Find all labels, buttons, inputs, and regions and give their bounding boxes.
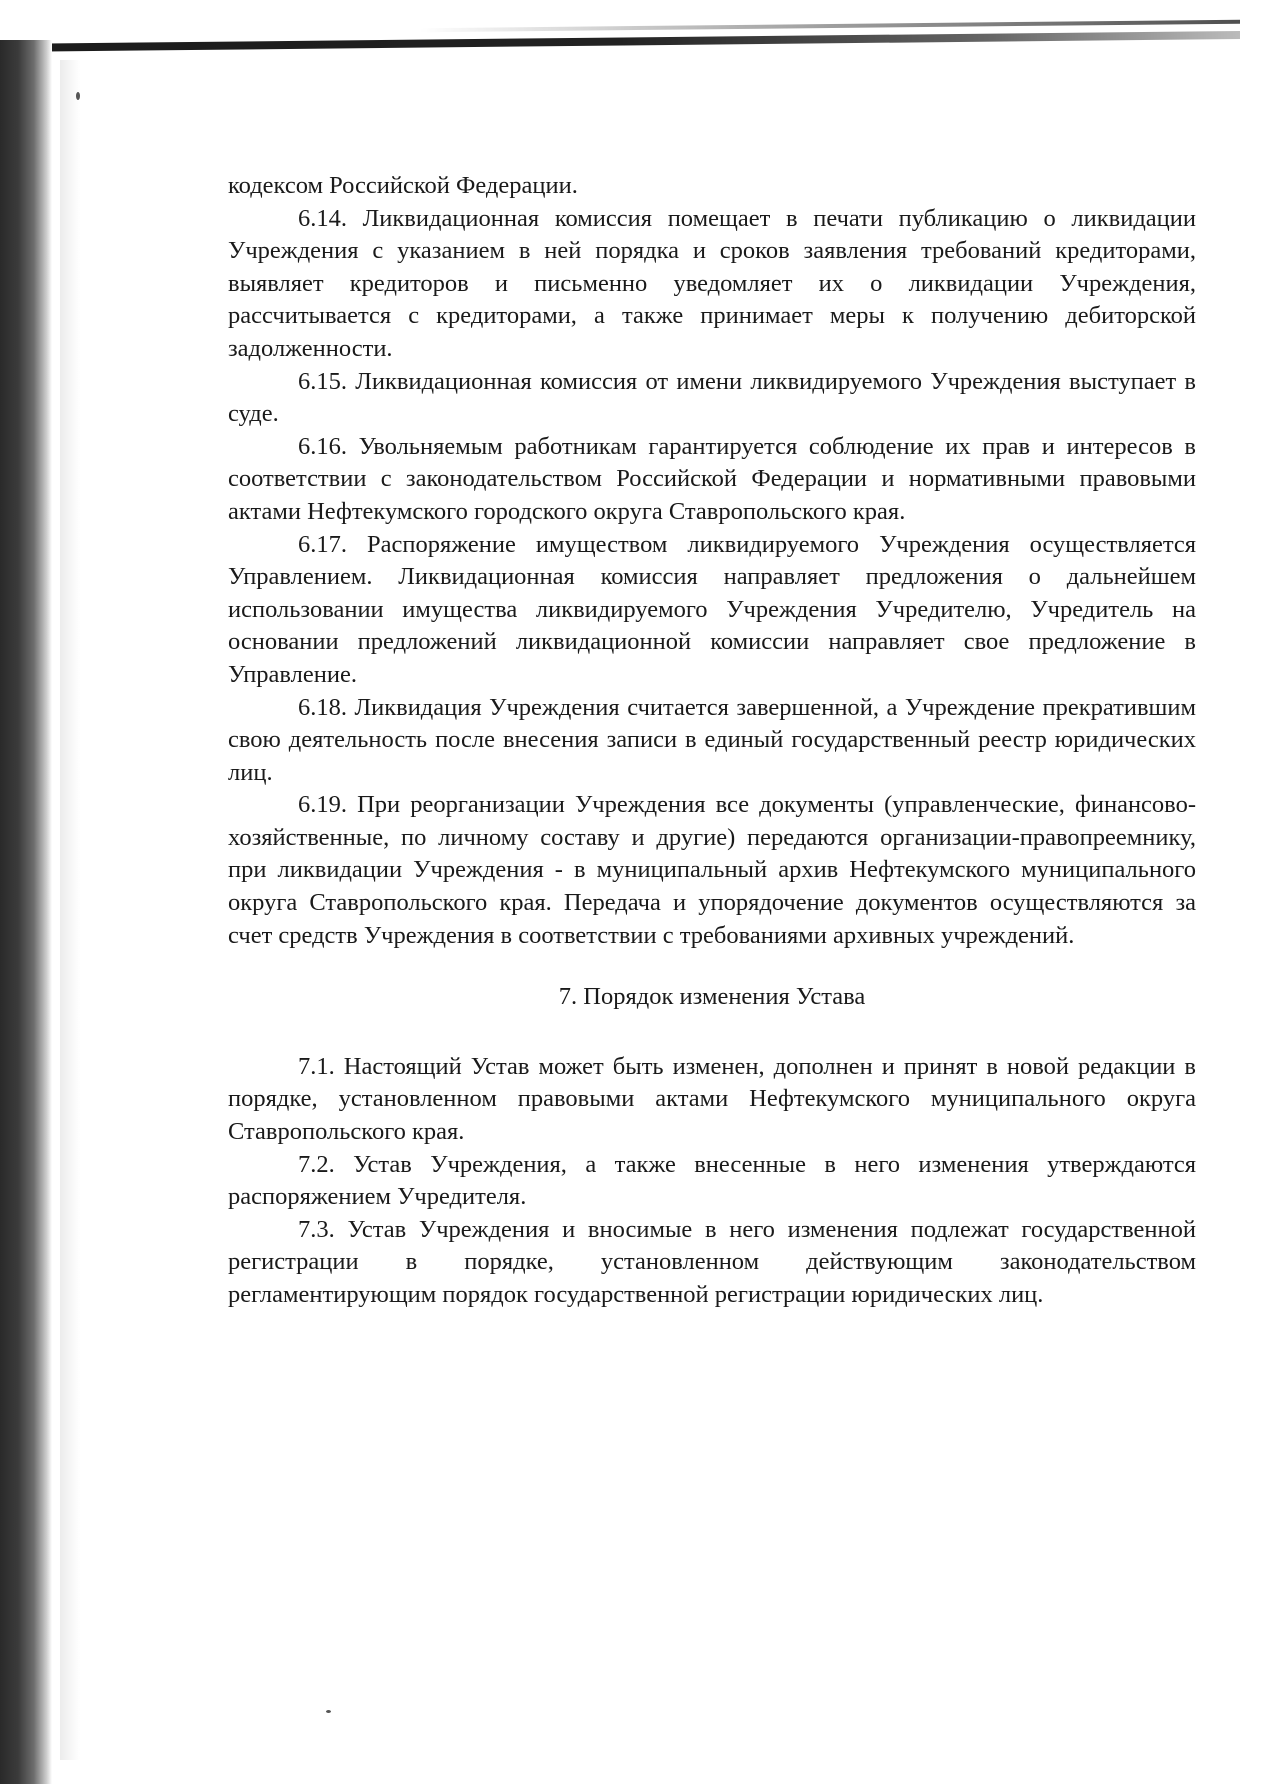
document-page-body	[228, 170, 1196, 1312]
paragraph-6-15: 6.15. Ликвидационная комиссия от имени ликвидируемого Учреждения выступает в суде.	[228, 367, 1196, 428]
paragraph-7-2: 7.2. Устав Учреждения, а также внесенные в него изменения утверждаются распоряжением Учредителя.	[228, 1150, 1196, 1211]
paragraph-6-16: 6.16. Увольняемым работникам гарантируется соблюдение их прав и интересов в соответствии с законодательством Российской Федерации и нормативными правовыми актами Нефтекумского городского округа Ставропольского края.	[228, 432, 1196, 525]
paragraph-6-18: 6.18. Ликвидация Учреждения считается завершенной, а Учреждение прекратившим свою деятельность после внесения записи в единый государственный реестр юридических лиц.	[228, 693, 1196, 786]
scan-left-edge-gradient	[60, 60, 80, 1760]
paragraph-7-1: 7.1. Настоящий Устав может быть изменен, дополнен и принят в новой редакции в порядке, установленном правовыми актами Нефтекумского муниципального округа Ставропольского края.	[228, 1052, 1196, 1146]
paragraph-7-3: 7.3. Устав Учреждения и вносимые в него изменения подлежат государственной регистрации в порядке, установленном действующим законодательством регламентирующим порядок государственной регистрации юридических лиц.	[228, 1215, 1196, 1308]
paragraph-6-17: 6.17. Распоряжение имуществом ликвидируемого Учреждения осуществляется Управлением. Ликвидационная комиссия направляет предложения о дальнейшем использовании имущества ликвидируемого Учреждения Учредителю, Учредитель на основании предложений ликвидационной комиссии направляет свое предложение в Управление.	[228, 530, 1196, 688]
paragraph-continuation: кодексом Российской Федерации.	[228, 172, 578, 199]
paragraph-6-14: 6.14. Ликвидационная комиссия помещает в печати публикацию о ликвидации Учреждения с указанием в ней порядка и сроков заявления требований кредиторами, выявляет кредиторов и письменно уведомляет их о ликвидации Учреждения, рассчитывается с кредиторами, а также принимает меры к получению дебиторской задолженности.	[228, 204, 1196, 362]
scan-speck	[326, 1710, 331, 1713]
scan-speck	[76, 92, 80, 100]
scan-left-edge-shadow	[0, 40, 52, 1784]
paragraph-6-19: 6.19. При реорганизации Учреждения все документы (управленческие, финансово-хозяйственные, по личному составу и другие) передаются организации-правопреемнику, при ликвидации Учреждения - в муниципальный архив Нефтекумского муниципального округа Ставропольского края. Передача и упорядочение документов осуществляются за счет средств Учреждения в соответствии с требованиями архивных учреждений.	[228, 791, 1196, 949]
section-7-title: 7. Порядок изменения Устава	[558, 983, 866, 1011]
